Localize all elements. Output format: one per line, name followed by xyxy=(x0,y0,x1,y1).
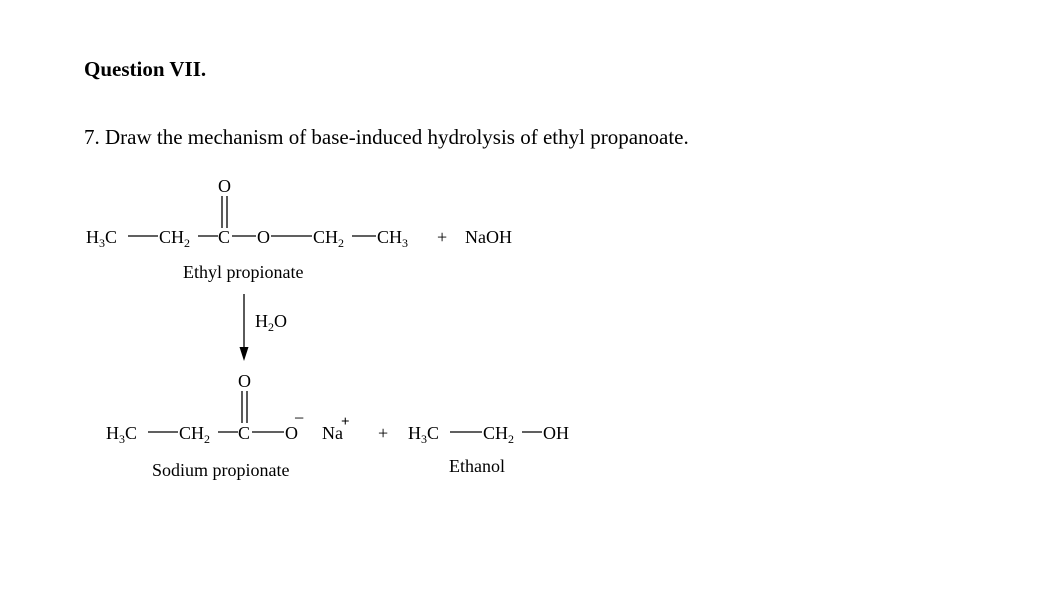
product1-carbonyl-carbon: C xyxy=(238,423,251,443)
reactant-ch2-b: $CH_2$ xyxy=(313,227,345,250)
product1-sodium: Na xyxy=(322,423,343,443)
reactant-ester-oxygen: O xyxy=(257,227,270,247)
arrow-head xyxy=(240,347,249,361)
product1-h3c: $H_3C$ xyxy=(106,423,138,446)
page-title: Question VII. xyxy=(84,57,207,81)
ethanol-structure xyxy=(378,423,569,476)
product2-name-label: Ethanol xyxy=(449,456,505,476)
product1-oxide: O xyxy=(285,423,298,443)
product2-ch2: $CH_2$ xyxy=(483,423,515,446)
reactant-plus-sign: + xyxy=(437,227,448,247)
product1-name-label: Sodium propionate xyxy=(152,460,290,480)
ethyl-propionate-structure xyxy=(86,176,512,282)
reactant-carbonyl-carbon: C xyxy=(218,227,231,247)
arrow-reagent-water: $H_2O$ xyxy=(255,311,287,334)
product1-carbonyl-oxygen: O xyxy=(238,371,251,391)
product-plus-sign: + xyxy=(378,423,389,443)
reactant-h3c: $H_3C$ xyxy=(86,227,118,250)
reactant-ch2-a: $CH_2$ xyxy=(159,227,191,250)
reactant-carbonyl-oxygen: O xyxy=(218,176,231,196)
product1-positive-charge: + xyxy=(341,414,350,430)
question-text: 7. Draw the mechanism of base-induced hydrolysis of ethyl propanoate. xyxy=(84,125,689,149)
reactant-ch3: $CH_3$ xyxy=(377,227,409,250)
reactant-name-label: Ethyl propionate xyxy=(183,262,304,282)
sodium-propionate-structure xyxy=(106,371,350,480)
reaction-arrow xyxy=(240,294,288,361)
reagent-naoh: NaOH xyxy=(465,227,512,247)
product1-ch2: $CH_2$ xyxy=(179,423,211,446)
product2-hydroxyl: OH xyxy=(543,423,569,443)
product1-negative-charge: − xyxy=(294,408,305,428)
product2-h3c: $H_3C$ xyxy=(408,423,440,446)
